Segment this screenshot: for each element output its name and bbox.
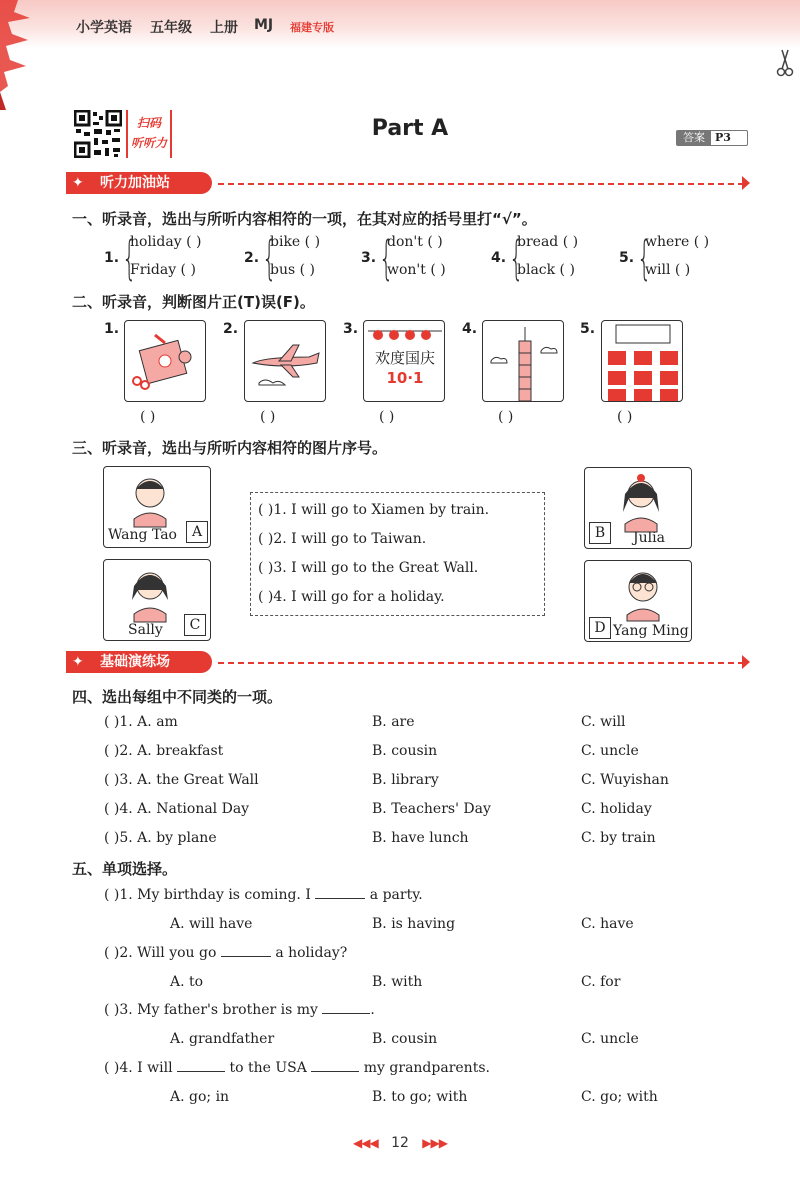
ex4-option-b: B. Teachers' Day <box>372 801 491 817</box>
banner-arrow-icon <box>742 655 750 669</box>
ex5-option-c: C. for <box>581 974 621 990</box>
question-text: my grandparents. <box>363 1060 490 1076</box>
statement-line[interactable]: ( )1. I will go to Xiamen by train. <box>258 502 490 518</box>
ex4-option-b: B. are <box>372 714 415 730</box>
banner-arrow-icon <box>742 176 750 190</box>
answer-paren[interactable]: ( ) <box>498 409 514 425</box>
ex5-option-c: C. have <box>581 916 634 932</box>
ex2-title: 二、听录音，判断图片正(T)误(F)。 <box>72 293 315 311</box>
person-card-wang-tao <box>103 466 211 548</box>
brace-icon: { <box>509 231 524 285</box>
question-text: ( )4. I will <box>104 1060 173 1076</box>
option-b[interactable]: black ( ) <box>517 262 575 278</box>
pic-num: 5. <box>580 321 596 337</box>
ex5-option-a: A. will have <box>170 916 253 932</box>
header-volume: 上册 <box>210 20 238 36</box>
ex4-option-c: C. will <box>581 714 626 730</box>
item-num: 1. <box>104 250 120 266</box>
item-num: 5. <box>619 250 635 266</box>
header-grade: 五年级 <box>150 20 192 36</box>
tower-icon <box>482 320 564 402</box>
option-b[interactable]: Friday ( ) <box>130 262 196 278</box>
runner-icon: ✦ <box>72 175 84 191</box>
answer-blank[interactable] <box>315 898 365 899</box>
brace-icon: { <box>122 231 137 285</box>
statement-line[interactable]: ( )3. I will go to the Great Wall. <box>258 560 479 576</box>
brace-icon: { <box>637 231 652 285</box>
ex5-option-b: B. with <box>372 974 423 990</box>
answer-paren[interactable]: ( ) <box>140 409 156 425</box>
sign-date: 10·1 <box>386 369 424 387</box>
ex4-option-c: C. by train <box>581 830 656 846</box>
ex5-option-c: C. go; with <box>581 1089 658 1105</box>
ex5-option-a: A. go; in <box>170 1089 230 1105</box>
scissors-icon <box>776 48 794 78</box>
ex4-question[interactable]: ( )1. A. am <box>104 714 178 730</box>
ex4-question[interactable]: ( )4. A. National Day <box>104 801 250 817</box>
person-name: Julia <box>633 530 665 546</box>
answer-blank[interactable] <box>322 1013 370 1014</box>
person-letter: C <box>184 614 206 636</box>
ex5-option-c: C. uncle <box>581 1031 639 1047</box>
ex5-option-a: A. to <box>170 974 204 990</box>
ex4-option-c: C. Wuyishan <box>581 772 669 788</box>
statement-line[interactable]: ( )4. I will go for a holiday. <box>258 589 445 605</box>
classroom-icon <box>601 320 683 402</box>
ex5-question[interactable] <box>104 1002 375 1018</box>
ex5-question[interactable] <box>104 1060 490 1076</box>
person-name: Yang Ming <box>613 623 689 639</box>
brace-icon: { <box>262 231 277 285</box>
plane-icon <box>244 320 326 402</box>
sign-text: 欢度国庆 <box>374 349 435 367</box>
question-text: to the USA <box>229 1060 307 1076</box>
person-letter: D <box>589 617 611 639</box>
section-label: 基础演练场 <box>66 651 212 673</box>
brace-icon: { <box>379 231 394 285</box>
person-card-julia <box>584 467 692 549</box>
header-tag: 福建专版 <box>290 21 334 34</box>
item-num: 3. <box>361 250 377 266</box>
person-card-sally <box>103 559 211 641</box>
banner-dash <box>218 183 744 185</box>
option-a[interactable]: don't ( ) <box>387 234 443 250</box>
scan-line-1: 扫码 <box>136 116 161 130</box>
option-a[interactable]: bread ( ) <box>517 234 579 250</box>
banner-dash <box>218 662 744 664</box>
answer-page: P3 <box>715 131 731 144</box>
person-letter: A <box>186 521 208 543</box>
option-b[interactable]: will ( ) <box>645 262 691 278</box>
national-day-sign-icon <box>363 320 445 402</box>
statement-line[interactable]: ( )2. I will go to Taiwan. <box>258 531 427 547</box>
question-text: ( )2. Will you go <box>104 945 217 961</box>
item-num: 4. <box>491 250 507 266</box>
ex5-option-b: B. to go; with <box>372 1089 468 1105</box>
option-a[interactable]: holiday ( ) <box>130 234 202 250</box>
ex4-option-b: B. have lunch <box>372 830 469 846</box>
page-title: Part A <box>371 116 449 141</box>
ex4-option-b: B. library <box>372 772 439 788</box>
ex4-question[interactable]: ( )2. A. breakfast <box>104 743 224 759</box>
ex1-title: 一、听录音，选出与所听内容相符的一项，在其对应的括号里打“√”。 <box>72 210 537 228</box>
answer-blank[interactable] <box>221 956 271 957</box>
question-text: a holiday? <box>275 945 348 961</box>
question-text: ( )1. My birthday is coming. I <box>104 887 311 903</box>
ex5-question[interactable] <box>104 945 347 961</box>
option-b[interactable]: bus ( ) <box>270 262 315 278</box>
ex4-option-b: B. cousin <box>372 743 438 759</box>
answer-blank[interactable] <box>311 1071 359 1072</box>
answer-paren[interactable]: ( ) <box>379 409 395 425</box>
picture-card-icon <box>124 320 206 402</box>
next-arrows-icon: ▶▶▶ <box>422 1136 447 1150</box>
question-text: ( )3. My father's brother is my <box>104 1002 318 1018</box>
header-edition: MJ <box>254 17 274 33</box>
prev-arrows-icon: ◀◀◀ <box>353 1136 378 1150</box>
option-a[interactable]: bike ( ) <box>270 234 321 250</box>
answer-blank[interactable] <box>177 1071 225 1072</box>
person-name: Wang Tao <box>108 527 177 543</box>
page-footer <box>0 1135 800 1151</box>
person-name: Sally <box>128 622 163 638</box>
pic-num: 1. <box>104 321 120 337</box>
ex5-option-b: B. is having <box>372 916 456 932</box>
ex4-question[interactable]: ( )3. A. the Great Wall <box>104 772 259 788</box>
answer-key: 答案 <box>677 131 711 145</box>
runner-icon: ✦ <box>72 654 84 670</box>
answer-paren[interactable]: ( ) <box>260 409 276 425</box>
pagoda-icon <box>0 0 40 110</box>
ex4-option-c: C. holiday <box>581 801 652 817</box>
header-subject: 小学英语 <box>76 20 132 36</box>
pic-num: 2. <box>223 321 239 337</box>
page-number: 12 <box>391 1135 409 1151</box>
pic-num: 4. <box>462 321 478 337</box>
item-num: 2. <box>244 250 260 266</box>
ex4-option-c: C. uncle <box>581 743 639 759</box>
option-a[interactable]: where ( ) <box>645 234 710 250</box>
question-text: . <box>370 1002 375 1018</box>
option-b[interactable]: won't ( ) <box>387 262 446 278</box>
person-letter: B <box>589 522 611 544</box>
section-label: 听力加油站 <box>66 172 212 194</box>
ex5-option-b: B. cousin <box>372 1031 438 1047</box>
ex4-title: 四、选出每组中不同类的一项。 <box>72 688 283 706</box>
ex5-option-a: A. grandfather <box>170 1031 275 1047</box>
answer-paren[interactable]: ( ) <box>617 409 633 425</box>
answer-badge[interactable] <box>676 130 748 146</box>
ex3-title: 三、听录音，选出与所听内容相符的图片序号。 <box>72 439 388 457</box>
scan-line-2: 听听力 <box>130 136 167 150</box>
ex5-question[interactable] <box>104 887 423 903</box>
ex4-question[interactable]: ( )5. A. by plane <box>104 830 217 846</box>
question-text: a party. <box>369 887 423 903</box>
pic-num: 3. <box>343 321 359 337</box>
person-card-yang-ming <box>584 560 692 642</box>
ex5-title: 五、单项选择。 <box>72 860 178 878</box>
